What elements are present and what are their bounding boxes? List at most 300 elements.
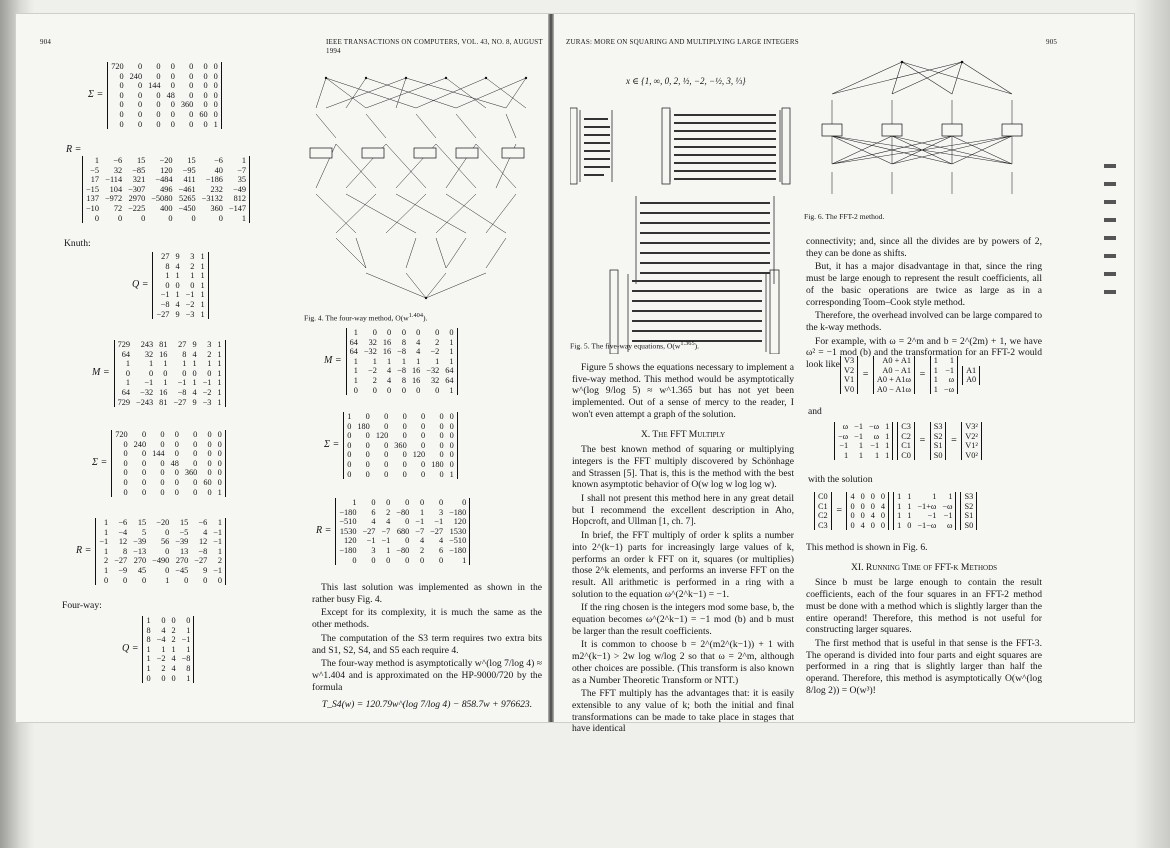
equals-sign: = [919,369,926,381]
matrix-cell: A0 − A1 [882,365,912,375]
matrix-cell: A0 + A1ω [876,375,912,385]
matrix-row [835,432,893,442]
caption-exponent: 1.404 [408,312,423,319]
matrix-cell: −27 [114,556,128,566]
matrix-cell: 0 [384,421,389,431]
matrix [346,328,458,395]
matrix-cell: 0 [402,450,407,460]
matrix-row [112,430,226,440]
matrix-cell: 0 [217,430,222,439]
matrix-cell: 0 [435,328,440,337]
matrix-cell: −95 [182,165,196,175]
matrix-row [108,120,222,130]
matrix-cell: 1 [449,356,454,366]
matrix-cell: 0 [142,575,147,585]
matrix-cell: 1 [217,518,223,527]
matrix-cell: −13 [133,546,147,556]
matrix-cell: 1 [858,450,863,460]
matrix-cell: 12 [198,537,208,547]
matrix-cell: 1 [200,252,205,261]
matrix-cell: 1 [449,385,454,395]
matrix-cell: 0 [170,109,175,119]
matrix-row [96,528,226,538]
matrix-cell: −510 [339,517,357,527]
matrix-cell: 8 [165,261,170,271]
fig6-diagram [812,54,1042,214]
matrix-cell: 0 [405,555,410,565]
matrix-cell: 0 [384,412,389,421]
matrix-cell: 232 [210,184,223,194]
matrix-cell: 1 [907,492,912,501]
matrix-cell: −3 [202,397,212,407]
matrix-label: R = [76,545,92,557]
matrix-cell: 0 [371,498,376,507]
matrix-cell: −20 [156,518,170,527]
matrix-row [841,375,858,385]
matrix-row [114,398,225,408]
matrix-cell: 0 [207,449,212,459]
matrix [962,366,980,385]
matrix-cell: 0 [161,673,166,683]
matrix-cell: 0 [421,469,426,479]
matrix-cell: 0 [123,477,128,487]
fft2-solution-eq [814,492,977,530]
matrix-cell: 120 [160,165,173,175]
matrix-cell: C0 [818,492,828,501]
matrix-cell: 1 [175,271,180,281]
matrix-cell: 8 [146,635,151,645]
matrix-cell: 0 [174,477,179,487]
matrix-cell: 13 [179,546,189,556]
matrix-cell: 0 [141,487,147,497]
matrix-cell: C3 [818,520,828,530]
matrix-cell: 0 [213,100,218,110]
matrix-cell: −27 [194,556,208,566]
matrix-cell: 64 [349,337,358,347]
matrix [82,156,250,223]
matrix-cell: 180 [431,459,444,469]
matrix-cell: 27 [178,340,187,349]
matrix-cell: 4 [416,337,421,347]
matrix-cell: 0 [880,511,886,521]
matrix-cell: −6 [214,156,223,165]
matrix-cell: 0 [870,520,875,530]
matrix-cell: 1 [175,290,180,300]
fig4-diagram [306,68,542,308]
matrix-row [112,440,226,450]
paragraph: The first method that is useful in that sense is the FFT-3. The operand is divided into four parts and eight squares are performed in a ring that is slightly larger than half the operand. Therefore, this method is asymptotically O(w^(log 8/log 2)) = O(w³)! [806,637,1042,696]
matrix-cell: 144 [152,449,165,459]
fft2-transform-eq [840,356,980,394]
matrix-cell: 720 [115,430,128,439]
matrix-cell: 0 [386,555,391,565]
matrix-cell: 8 [182,349,187,359]
matrix-cell: V2² [965,431,978,441]
matrix-row [930,432,946,442]
matrix-cell: −1 [213,527,223,537]
matrix-cell: 0 [170,81,175,91]
matrix-cell: 15 [137,518,147,527]
matrix-cell: −27 [156,309,170,319]
matrix-cell: 0 [353,385,358,395]
matrix-cell: −7 [381,526,391,536]
matrix-cell: 1 [190,271,195,281]
matrix-cell: 1 [353,328,358,337]
left-page [34,14,546,722]
matrix-cell: C2 [901,431,911,441]
matrix [846,492,889,530]
matrix-cell: 16 [411,366,421,376]
matrix-cell: 16 [159,349,168,359]
matrix-cell: 15 [179,518,189,527]
matrix-cell: 4 [192,349,197,359]
matrix-cell: 48 [170,458,179,468]
matrix-row [841,385,858,395]
matrix-cell: 0 [125,368,131,378]
matrix-cell: 1 [125,378,131,388]
matrix-cell: ω [873,431,880,441]
matrix-cell: −3 [185,309,195,319]
matrix-cell: 1 [104,546,109,556]
matrix-cell: 0 [384,459,389,469]
m-knuth-block [92,340,226,407]
matrix-row [114,388,225,398]
fig5-caption [570,340,699,351]
matrix-cell: −5080 [151,194,173,204]
matrix-cell: 0 [149,368,154,378]
matrix-cell: −5 [179,527,189,537]
matrix-cell: 1 [207,359,212,369]
matrix-cell: 1 [386,545,391,555]
matrix-cell: 680 [396,526,410,536]
matrix-row [112,478,226,488]
matrix-cell: 0 [365,459,370,469]
matrix-row [96,547,226,557]
matrix-cell: 1 [171,644,176,654]
matrix-cell: −2 [430,347,440,357]
matrix-cell: 64 [121,387,131,397]
left-body-text [312,582,542,717]
matrix-cell: 1 [146,644,151,654]
matrix-cell: 0 [189,62,194,71]
running-header: IEEE TRANSACTIONS ON COMPUTERS, VOL. 43, NO. 8, AUGUST 1994 [326,38,543,55]
caption-end: ). [694,341,700,351]
paragraph: The four-way method is asymptotically w^(log 7/log 4) ≈ w^1.404 and is approximated on the HP-9000/720 by the formula [312,658,542,693]
matrix-cell: 9 [192,397,197,407]
matrix-cell: −7 [237,165,247,175]
matrix-row [930,375,957,385]
matrix-row [963,366,980,376]
matrix-cell: 1 [161,644,166,654]
matrix-row [153,310,208,320]
matrix-cell: −80 [396,545,410,555]
matrix-cell: 0 [190,280,195,290]
matrix-cell: V1 [844,375,855,385]
matrix-cell: −3132 [201,194,223,204]
matrix-cell: 0 [156,90,161,100]
matrix-cell: −6 [198,518,208,527]
matrix-cell: 60 [199,109,208,119]
matrix-cell: ω [947,520,953,530]
paragraph: But, it has a major disadvantage in that, since the ring must be large enough to represent the result coefficients, all of the basic operations are twice as large as in a corresponding Toom–Cook style method. [806,261,1042,308]
matrix-cell: 0 [156,109,161,119]
matrix-cell: S0 [964,520,974,530]
matrix-cell: 0 [860,501,865,511]
matrix-cell: 0 [347,431,352,441]
matrix-cell: 0 [449,421,454,431]
paragraph: The FFT multiply has the advantages that: it is easily extensible to any value of k; both the initial and final transformations can be made to take place in stages that have identical [572,688,794,735]
matrix-row [153,300,208,310]
matrix-cell: 16 [159,387,168,397]
matrix-cell: 1 [449,337,454,347]
matrix-cell: 1 [897,492,902,501]
matrix-row [336,536,470,546]
matrix-cell: 0 [141,213,146,223]
matrix-row [344,460,458,470]
matrix-cell: 240 [129,71,143,81]
matrix-cell: 0 [419,555,425,565]
matrix-cell: 0 [171,616,176,625]
matrix-cell: C1 [818,501,828,511]
matrix [111,430,226,497]
matrix-cell: 0 [119,109,124,119]
matrix-cell: V2 [844,365,855,375]
q-knuth-block [132,252,209,319]
matrix-cell: −80 [396,507,410,517]
matrix-cell: −180 [449,507,467,517]
matrix-row [108,62,222,72]
matrix-cell: 8 [186,663,191,673]
right-page [556,14,1116,735]
matrix-cell: −15 [86,184,99,194]
matrix-cell: 1 [165,271,170,281]
matrix-cell: 0 [182,368,187,378]
matrix-row [96,537,226,547]
matrix-cell: 4 [438,536,444,546]
matrix-cell: 0 [160,487,165,497]
matrix-cell: 0 [387,328,392,337]
matrix-cell: 1 [933,384,938,394]
matrix-row [153,290,208,300]
matrix [343,412,458,479]
matrix-row [112,468,226,478]
matrix-cell: 3 [371,545,376,555]
matrix-row [962,432,982,442]
matrix-cell: −ω [838,431,849,441]
matrix-cell: −490 [152,556,170,566]
matrix-cell: 0 [137,62,143,71]
matrix-cell: −1 [381,536,391,546]
matrix-cell: 0 [137,109,143,119]
matrix-cell: −1+ω [917,501,937,511]
matrix-cell: 8 [401,337,406,347]
matrix-cell: 0 [94,213,99,223]
matrix-row [815,502,832,512]
matrix-cell: −147 [228,203,247,213]
matrix-cell: 1 [186,625,191,635]
matrix-cell: 240 [133,439,147,449]
matrix [961,422,982,460]
matrix-label: R = [66,144,82,155]
matrix-cell: 0 [217,449,222,459]
matrix-cell: 4 [419,536,425,546]
matrix-cell: 4 [192,387,197,397]
matrix-cell: 0 [174,430,179,439]
matrix-label: Q = [122,643,139,655]
matrix-cell: 0 [165,565,170,575]
matrix-cell: 1 [186,673,191,683]
matrix-cell: −2 [202,387,212,397]
matrix-cell: 1 [192,359,197,369]
matrix-row [841,366,858,376]
matrix-row [898,422,915,432]
matrix-cell: 1 [933,375,938,385]
matrix-cell: 1 [163,378,168,388]
matrix-cell: 0 [141,449,147,459]
matrix-cell: 0 [217,477,222,487]
matrix-cell: 0 [870,492,875,501]
matrix-cell: −1−ω [917,520,937,530]
matrix-cell: 0 [850,501,855,511]
matrix-cell: 0 [421,440,426,450]
matrix-cell: −1 [839,441,849,451]
matrix-row [894,511,956,521]
matrix-cell: 0 [372,385,377,395]
matrix-cell: 1 [200,299,205,309]
matrix-row [894,502,956,512]
matrix-cell: 0 [347,440,352,450]
matrix-cell: 64 [445,366,454,376]
matrix-cell: 4 [387,366,392,376]
matrix-row [346,376,457,386]
matrix-row [108,110,222,120]
matrix-cell: −1 [177,378,187,388]
caption-text: Fig. 4. The four-way method, O(w [304,313,409,323]
matrix-cell: S2 [933,431,943,441]
matrix-cell: 0 [119,71,124,81]
matrix-cell: 1 [933,356,938,365]
matrix-cell: 0 [439,431,444,441]
matrix-cell: 0 [439,440,444,450]
matrix-cell: 0 [402,469,407,479]
matrix-row [344,450,458,460]
matrix-cell: 1 [907,501,912,511]
matrix-cell: 0 [160,477,165,487]
matrix-label: Q = [132,279,149,291]
matrix-cell: A1 [966,365,977,375]
matrix-cell: 243 [140,340,154,349]
matrix-cell: 1 [213,119,218,129]
matrix-cell: 0 [119,100,124,110]
matrix-cell: −ω [942,501,953,511]
matrix-row [346,338,457,348]
matrix-row [815,511,832,521]
matrix-cell: 15 [187,156,196,165]
matrix-row [898,451,915,461]
matrix-cell: 1 [897,501,902,511]
matrix-row [898,432,915,442]
matrix-cell: 0 [402,459,407,469]
matrix-row [963,375,980,385]
matrix-cell: 0 [160,468,165,478]
matrix-cell: 0 [213,81,218,91]
scan-shadow-right [1134,0,1170,848]
matrix-cell: ω [842,422,849,431]
matrix-cell: 1 [449,347,454,357]
matrix-cell: 1 [182,359,187,369]
matrix-cell: 0 [347,421,352,431]
matrix-cell: 0 [171,673,176,683]
matrix-cell: −6 [118,518,128,527]
matrix-cell: 0 [384,440,389,450]
matrix-cell: 120 [375,431,389,441]
matrix [107,62,222,129]
fig5-matrices [570,104,792,354]
matrix-cell: 0 [405,517,410,527]
matrix-cell: −6 [113,156,123,165]
matrix-cell: 1 [843,450,849,460]
matrix-cell: 1 [146,616,151,625]
matrix-cell: 0 [192,368,197,378]
matrix-cell: 0 [189,81,194,91]
matrix-cell: −180 [339,507,357,517]
matrix-cell: −4 [156,635,166,645]
matrix-cell: −2 [156,654,166,664]
matrix-cell: 120 [344,536,357,546]
matrix-cell: 0 [193,449,198,459]
five-way-equations-figure [570,104,792,354]
matrix-row [346,347,457,357]
matrix-cell: 35 [237,175,247,185]
matrix-cell: 0 [168,213,173,223]
matrix-cell: 729 [117,340,131,349]
matrix-cell: 0 [218,213,223,223]
matrix-cell: 17 [90,175,99,185]
matrix-cell: 0 [384,469,389,479]
matrix-row [143,616,194,626]
matrix-cell: 0 [347,459,352,469]
matrix-cell: −1 [854,422,863,431]
matrix-cell: 0 [402,421,407,431]
matrix-cell: 1 [217,387,222,397]
matrix-row [108,91,222,101]
matrix [930,356,958,394]
matrix-cell: 0 [170,62,175,71]
matrix [834,422,893,460]
matrix-cell: 1 [419,507,425,517]
matrix-cell: −2 [185,299,195,309]
matrix-cell: 2 [435,337,440,347]
matrix-cell: 1 [897,511,902,521]
matrix-row [346,328,457,338]
matrix-row [96,518,226,528]
matrix-cell: 0 [193,487,198,497]
matrix-row [153,271,208,281]
matrix-cell: 360 [180,100,194,110]
matrix-row [835,451,893,461]
matrix-row [344,441,458,451]
matrix-cell: 1 [200,261,205,271]
matrix-cell: 4 [850,492,855,501]
matrix-row [894,492,956,502]
matrix-row [344,470,458,480]
matrix-cell: 0 [213,90,218,100]
matrix [873,356,915,394]
matrix-cell: 5 [142,527,147,537]
matrix-cell: 1 [217,397,222,407]
matrix-cell: 3 [190,252,195,261]
matrix-row [112,449,226,459]
